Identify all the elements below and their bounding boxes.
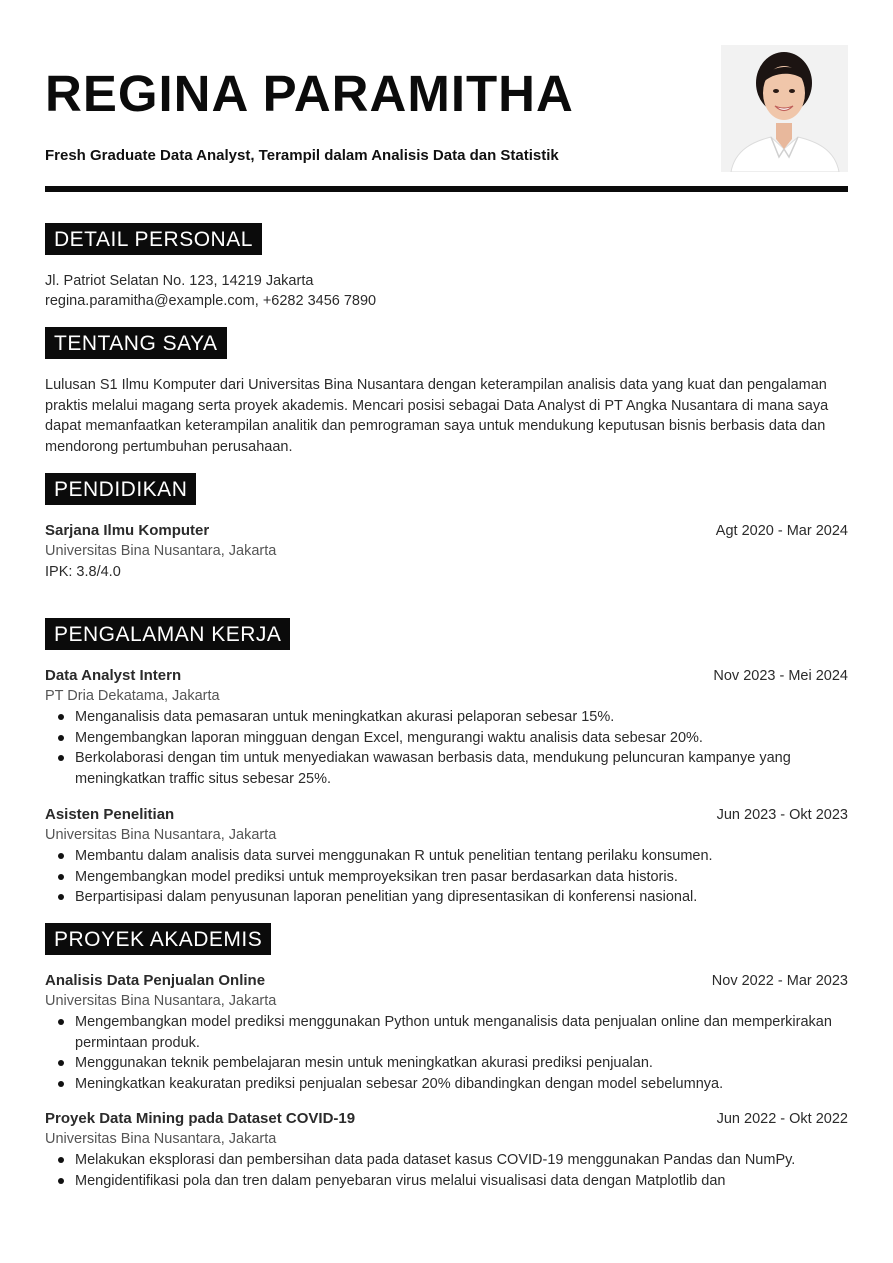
bullet-item: Melakukan eksplorasi dan pembersihan data pada dataset kasus COVID-19 menggunakan Pandas dan NumPy. bbox=[45, 1150, 848, 1171]
entry-organization: PT Dria Dekatama, Jakarta bbox=[45, 688, 220, 704]
entry-organization: Universitas Bina Nusantara, Jakarta bbox=[45, 543, 277, 559]
bullet-item: Meningkatkan keakuratan prediksi penjualan sebesar 20% dibandingkan dengan model sebelumnya. bbox=[45, 1074, 848, 1095]
candidate-subtitle: Fresh Graduate Data Analyst, Terampil dalam Analisis Data dan Statistik bbox=[45, 147, 559, 164]
entry-gpa: IPK: 3.8/4.0 bbox=[45, 564, 121, 580]
entry-title: Proyek Data Mining pada Dataset COVID-19 bbox=[45, 1110, 356, 1127]
personal-contact: regina.paramitha@example.com, +6282 3456 7890 bbox=[45, 293, 377, 309]
education-entry bbox=[45, 521, 848, 583]
entry-bullets bbox=[45, 1012, 848, 1094]
bullet-item: Mengembangkan model prediksi menggunakan Python untuk menganalisis data penjualan online dan memperkirakan permintaan produk. bbox=[45, 1012, 848, 1053]
bullet-item: Mengembangkan laporan mingguan dengan Excel, mengurangi waktu analisis data sebesar 20%. bbox=[45, 728, 848, 749]
entry-date: Jun 2023 - Okt 2023 bbox=[716, 807, 848, 823]
about-text: Lulusan S1 Ilmu Komputer dari Universitas Bina Nusantara dengan keterampilan analisis data yang kuat dan pengalaman praktis melalui magang serta proyek akademis. Mencari posisi sebagai Data Analyst di PT Angka Nusantara di mana saya dapat memanfaatkan keterampilan analitik dan pemrograman saya untuk mendukung keputusan bisnis berbasis data dan mendorong pertumbuhan perusahaan. bbox=[45, 377, 829, 455]
entry-organization: Universitas Bina Nusantara, Jakarta bbox=[45, 993, 277, 1009]
section-heading-experience: PENGALAMAN KERJA bbox=[45, 618, 290, 650]
entry-bullets bbox=[45, 1150, 848, 1191]
bullet-item: Membantu dalam analisis data survei menggunakan R untuk penelitian tentang perilaku konsumen. bbox=[45, 846, 848, 867]
entry-title: Analisis Data Penjualan Online bbox=[45, 972, 266, 989]
entry-date: Jun 2022 - Okt 2022 bbox=[716, 1111, 848, 1127]
section-heading-personal: DETAIL PERSONAL bbox=[45, 223, 262, 255]
experience-entry bbox=[45, 666, 848, 789]
entry-title: Data Analyst Intern bbox=[45, 667, 182, 684]
bullet-item: Berpartisipasi dalam penyusunan laporan penelitian yang dipresentasikan di konferensi nasional. bbox=[45, 887, 848, 908]
bullet-item: Mengidentifikasi pola dan tren dalam penyebaran virus melalui visualisasi data dengan Matplotlib dan bbox=[45, 1171, 848, 1192]
entry-title: Asisten Penelitian bbox=[45, 806, 175, 823]
entry-bullets bbox=[45, 846, 848, 908]
entry-title: Sarjana Ilmu Komputer bbox=[45, 522, 210, 539]
section-heading-about: TENTANG SAYA bbox=[45, 327, 227, 359]
entry-date: Agt 2020 - Mar 2024 bbox=[715, 523, 848, 539]
bullet-item: Berkolaborasi dengan tim untuk menyediakan wawasan berbasis data, mendukung peluncuran kampanye yang meningkatkan traffic situs sebesar 25%. bbox=[45, 748, 848, 789]
section-heading-projects: PROYEK AKADEMIS bbox=[45, 923, 271, 955]
profile-photo bbox=[721, 45, 848, 172]
entry-organization: Universitas Bina Nusantara, Jakarta bbox=[45, 827, 277, 843]
experience-entry bbox=[45, 805, 848, 908]
personal-address: Jl. Patriot Selatan No. 123, 14219 Jakarta bbox=[45, 273, 314, 289]
section-heading-education: PENDIDIKAN bbox=[45, 473, 196, 505]
bullet-item: Menganalisis data pemasaran untuk meningkatkan akurasi pelaporan sebesar 15%. bbox=[45, 707, 848, 728]
header-divider bbox=[45, 186, 848, 192]
project-entry bbox=[45, 1109, 848, 1191]
bullet-item: Mengembangkan model prediksi untuk memproyeksikan tren pasar berdasarkan data historis. bbox=[45, 867, 848, 888]
entry-bullets bbox=[45, 707, 848, 789]
entry-organization: Universitas Bina Nusantara, Jakarta bbox=[45, 1131, 277, 1147]
entry-date: Nov 2022 - Mar 2023 bbox=[711, 973, 848, 989]
project-entry bbox=[45, 971, 848, 1094]
entry-date: Nov 2023 - Mei 2024 bbox=[713, 668, 848, 684]
bullet-item: Menggunakan teknik pembelajaran mesin untuk meningkatkan akurasi prediksi penjualan. bbox=[45, 1053, 848, 1074]
candidate-name: REGINA PARAMITHA bbox=[45, 65, 574, 122]
